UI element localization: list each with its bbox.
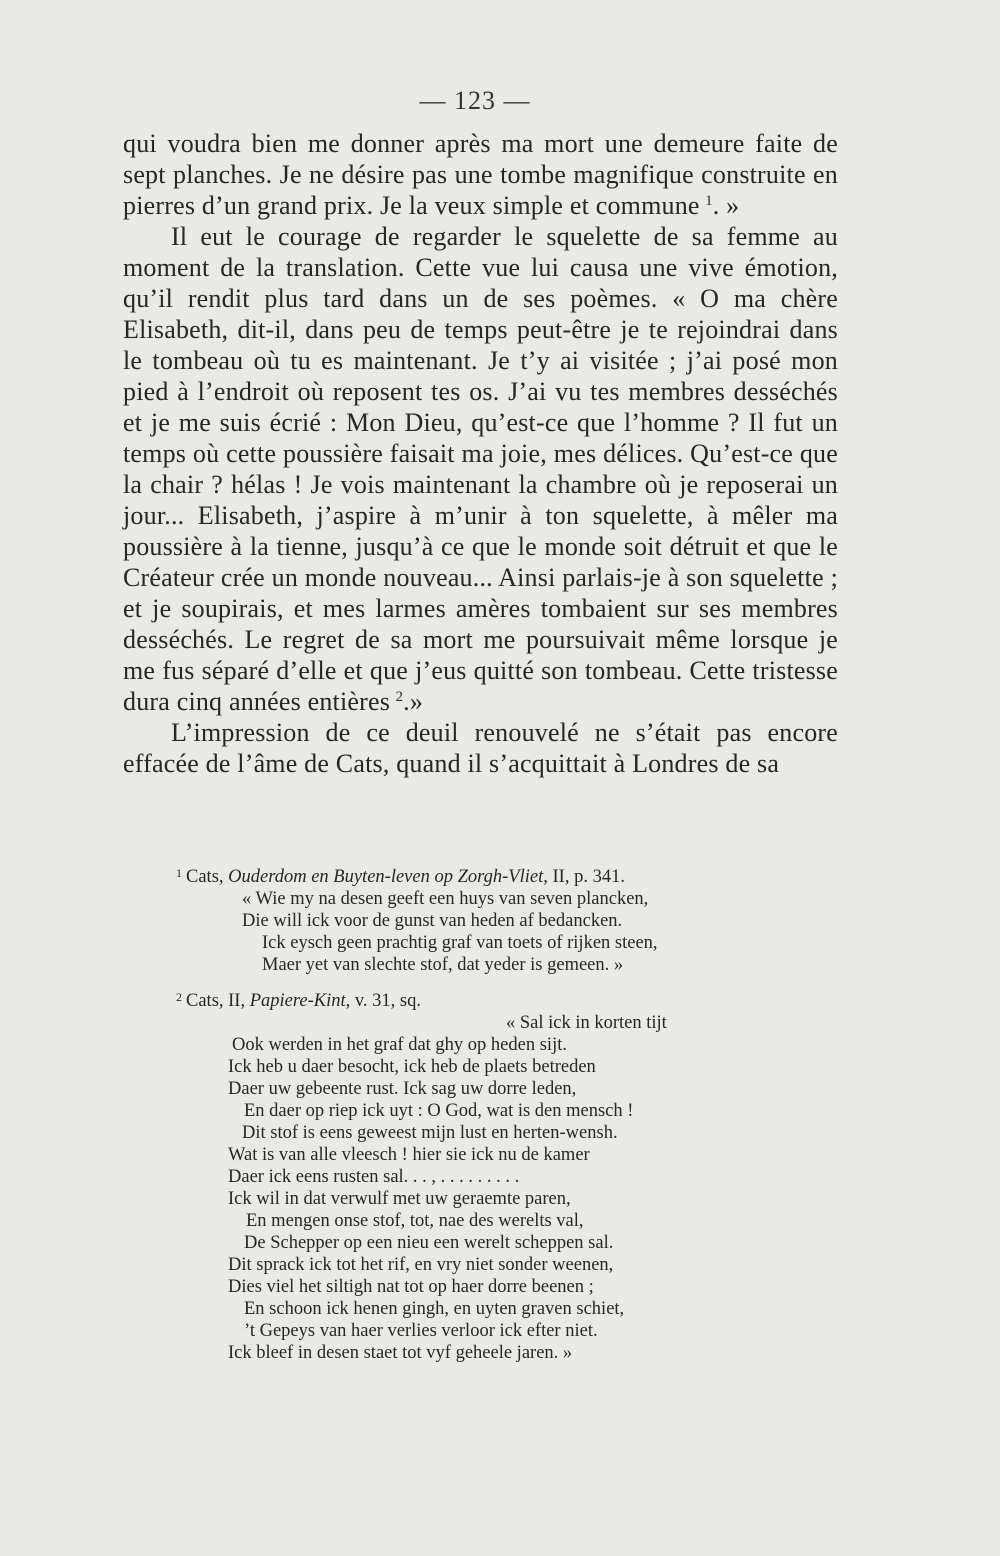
verse-line: Ick heb u daer besocht, ick heb de plaets betreden xyxy=(228,1057,596,1077)
paragraph-text: Il eut le courage de regarder le squelette de sa femme au moment de la translation. Cette vue lui causa une vive émotion, qu’il rendit plus tard dans un de ses poèmes. « O ma chère Elisabeth, dit-il, dans peu de temps peut-être je te rejoindrai dans le tombeau où tu es maintenant. Je t’y ai visitée ; j’ai posé mon pied à l’endroit où reposent tes os. J’ai vu tes membres desséchés et je me suis écrié : Mon Dieu, qu’est-ce que l’homme ? Il fut un temps où cette poussière faisait ma joie, mes délices. Qu’est-ce que la chair ? hélas ! Je vois maintenant la chambre où je reposerai un jour... Elisabeth, j’aspire à m’unir à ton squelette, à mêler ma poussière à la tienne, jusqu’à ce que le monde soit détruit et que le Créateur crée un monde nouveau... Ainsi parlais-je à son squelette ; et je soupirais, et mes larmes amères tombaient sur ses membres desséchés. Le regret de sa mort me poursuivait même lorsque je me fus séparé d’elle et que j’eus quitté son tombeau. Cette tristesse dura cinq années entières xyxy=(123,222,838,716)
footnote-title: Ouderdom en Buyten-leven op Zorgh-Vliet xyxy=(228,867,544,887)
verse-line: Dies viel het siltigh nat tot op haer dorre beenen ; xyxy=(228,1277,594,1297)
verse-line: Daer ick eens rusten sal. . . , . . . . . . . . . xyxy=(228,1167,520,1187)
verse-line: Daer uw gebeente rust. Ick sag uw dorre leden, xyxy=(228,1079,577,1099)
footnote-ref: 1 xyxy=(705,193,713,209)
footnote-number: 2 xyxy=(176,990,182,1004)
verse-line: En schoon ick henen gingh, en uyten graven schiet, xyxy=(244,1299,625,1319)
footnote-citation xyxy=(176,862,816,888)
verse-line: Ook werden in het graf dat ghy op heden sijt. xyxy=(232,1035,567,1055)
footnote-ref: 2 xyxy=(395,689,404,705)
verse-line: ’t Gepeys van haer verlies verloor ick efter niet. xyxy=(244,1321,598,1341)
footnote-ref-detail: , v. 31, sq. xyxy=(345,991,421,1011)
verse-line: Dit stof is eens geweest mijn lust en herten-wensh. xyxy=(242,1123,618,1143)
footnote-author: Cats, xyxy=(186,867,224,887)
verse-line: En daer op riep ick uyt : O God, wat is den mensch ! xyxy=(244,1101,634,1121)
footnote-author: Cats, II, xyxy=(186,991,246,1011)
paragraph-text: qui voudra bien me donner après ma mort une demeure faite de sept planches. Je ne désire pas une tombe magnifique construite en pierres d’un grand prix. Je la veux simple et commune xyxy=(123,129,838,220)
footnote-citation xyxy=(176,986,816,1012)
paragraph-1 xyxy=(123,128,838,221)
verse-line: Ick wil in dat verwulf met uw geraemte paren, xyxy=(228,1189,571,1209)
paragraph-tail: .» xyxy=(403,687,424,716)
verse-line: Maer yet van slechte stof, dat yeder is gemeen. » xyxy=(262,955,624,975)
paragraph-text: L’impression de ce deuil renouvelé ne s’était pas encore effacée de l’âme de Cats, quand il s’acquittait à Londres de sa xyxy=(123,718,838,778)
verse-line: « Sal ick in korten tijt xyxy=(506,1013,667,1033)
verse-line: « Wie my na desen geeft een huys van seven plancken, xyxy=(242,889,649,909)
footnotes xyxy=(176,862,816,1364)
footnote-ref-detail: , II, p. 341. xyxy=(543,867,625,887)
paragraph-3 xyxy=(123,717,838,779)
footnote-verse xyxy=(176,1012,816,1364)
footnote-2 xyxy=(176,986,816,1364)
verse-line: En mengen onse stof, tot, nae des werelts val, xyxy=(246,1211,584,1231)
page-number: — 123 — xyxy=(419,86,531,115)
paragraph-2 xyxy=(123,221,838,717)
main-text xyxy=(123,128,838,779)
verse-line: Dit sprack ick tot het rif, en vry niet sonder weenen, xyxy=(228,1255,614,1275)
verse-line: Ick eysch geen prachtig graf van toets of rijken steen, xyxy=(262,933,658,953)
verse-line: Wat is van alle vleesch ! hier sie ick nu de kamer xyxy=(228,1145,590,1165)
verse-line: Die will ick voor de gunst van heden af bedancken. xyxy=(242,911,623,931)
footnote-verse xyxy=(176,888,816,976)
footnote-number: 1 xyxy=(176,866,182,880)
footnote-title: Papiere-Kint xyxy=(249,991,346,1011)
verse-line: De Schepper op een nieu een werelt scheppen sal. xyxy=(244,1233,614,1253)
footnote-1 xyxy=(176,862,816,976)
verse-line: Ick bleef in desen staet tot vyf geheele jaren. » xyxy=(228,1343,573,1363)
paragraph-tail: . » xyxy=(712,191,740,220)
